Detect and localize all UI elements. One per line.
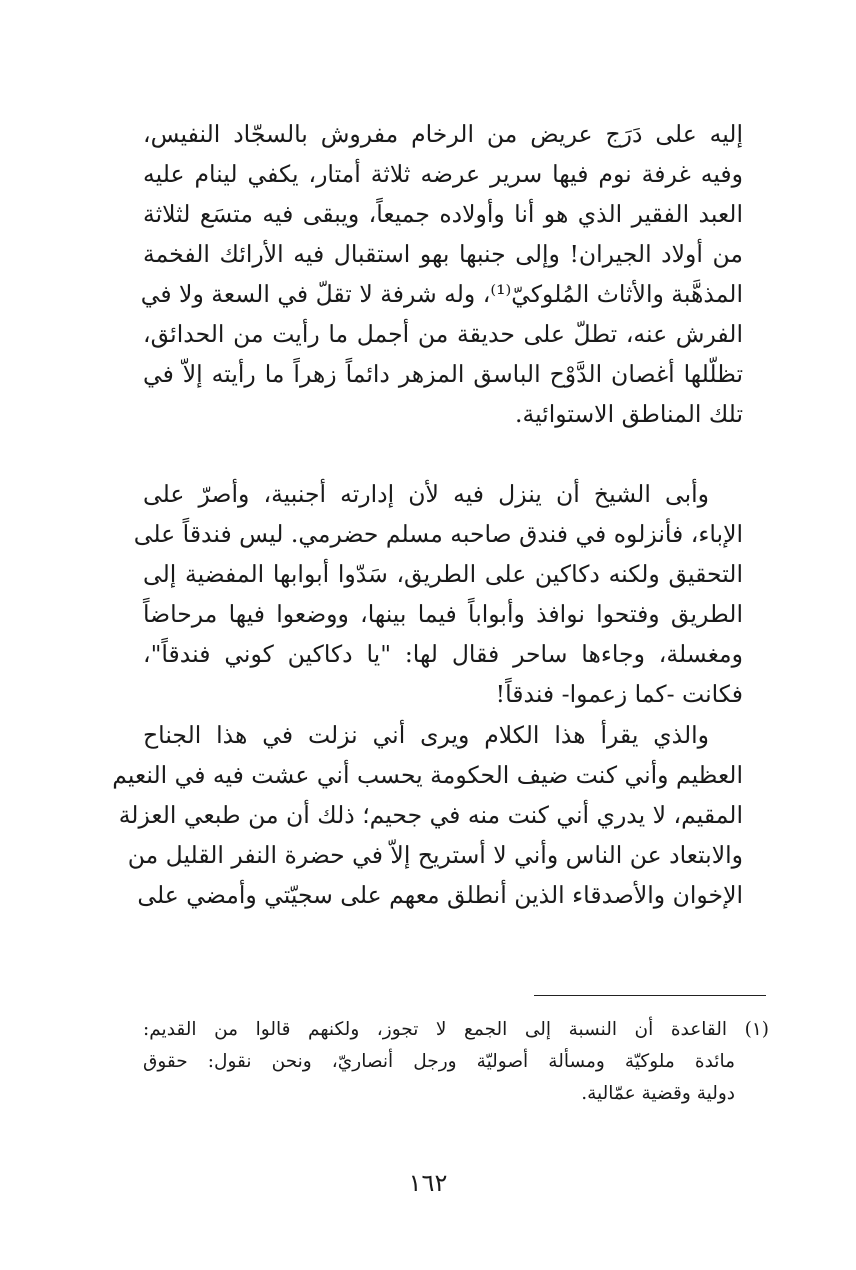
text-line: الإخوان والأصدقاء الذين أنطلق معهم على سجيّتي وأمضي على [137, 881, 743, 909]
paragraph-2 [133, 474, 743, 714]
text-line: والابتعاد عن الناس وأني لا أستريح إلاّ في حضرة النفر القليل من [127, 841, 743, 869]
text-line: الفرش عنه، تطلّ على حديقة من أجمل ما رأيت من الحدائق، [143, 320, 743, 348]
footnote-line: (١) القاعدة أن النسبة إلى الجمع لا تجوز، ولكنهم قالوا من القديم: [143, 1019, 769, 1040]
text-line: التحقيق ولكنه دكاكين على الطريق، سَدّوا أبوابها المفضية إلى [143, 560, 743, 588]
text-line: المذهَّبة والأثاث المُلوكيّ⁽¹⁾، وله شرفة لا تقلّ في السعة ولا في [140, 280, 743, 308]
text-line: وأبى الشيخ أن ينزل فيه لأن إدارته أجنبية، وأصرّ على [143, 480, 709, 508]
paragraph-3 [112, 715, 743, 915]
text-line: تظلّلها أغصان الدَّوْح الباسق المزهر دائماً زهراً ما رأيته إلاّ في [143, 360, 743, 388]
text-line: والذي يقرأ هذا الكلام ويرى أني نزلت في هذا الجناح [143, 721, 709, 749]
text-line: العبد الفقير الذي هو أنا وأولاده جميعاً، ويبقى فيه متسَع لثلاثة [143, 200, 743, 228]
text-line: تلك المناطق الاستوائية. [515, 400, 743, 428]
paragraph-1 [140, 114, 743, 434]
footnote-line: مائدة ملوكيّة ومسألة أصوليّة ورجل أنصاريّ، ونحن نقول: حقوق [143, 1051, 735, 1072]
text-line: الإباء، فأنزلوه في فندق صاحبه مسلم حضرمي. ليس فندقاً على [133, 520, 743, 548]
text-line: فكانت -كما زعموا- فندقاً! [495, 680, 743, 708]
footnote [143, 1014, 769, 1110]
footnote-line: دولية وقضية عمّالية. [581, 1083, 735, 1104]
text-line: ومغسلة، وجاءها ساحر فقال لها: "يا دكاكين كوني فندقاً"، [143, 640, 743, 668]
footnote-divider [534, 995, 766, 996]
text-line: إليه على دَرَج عريض من الرخام مفروش بالسجّاد النفيس، [143, 120, 743, 148]
text-line: المقيم، لا يدري أني كنت منه في جحيم؛ ذلك أن من طبعي العزلة [118, 801, 743, 829]
text-line: وفيه غرفة نوم فيها سرير عرضه ثلاثة أمتار، يكفي لينام عليه [143, 160, 743, 188]
text-line: الطريق وفتحوا نوافذ وأبواباً فيما بينها، ووضعوا فيها مرحاضاً [143, 600, 743, 628]
text-line: العظيم وأني كنت ضيف الحكومة يحسب أني عشت فيه في النعيم [112, 761, 743, 789]
page-number: ١٦٢ [408, 1169, 448, 1197]
text-line: من أولاد الجيران! وإلى جنبها بهو استقبال فيه الأرائك الفخمة [143, 240, 743, 268]
